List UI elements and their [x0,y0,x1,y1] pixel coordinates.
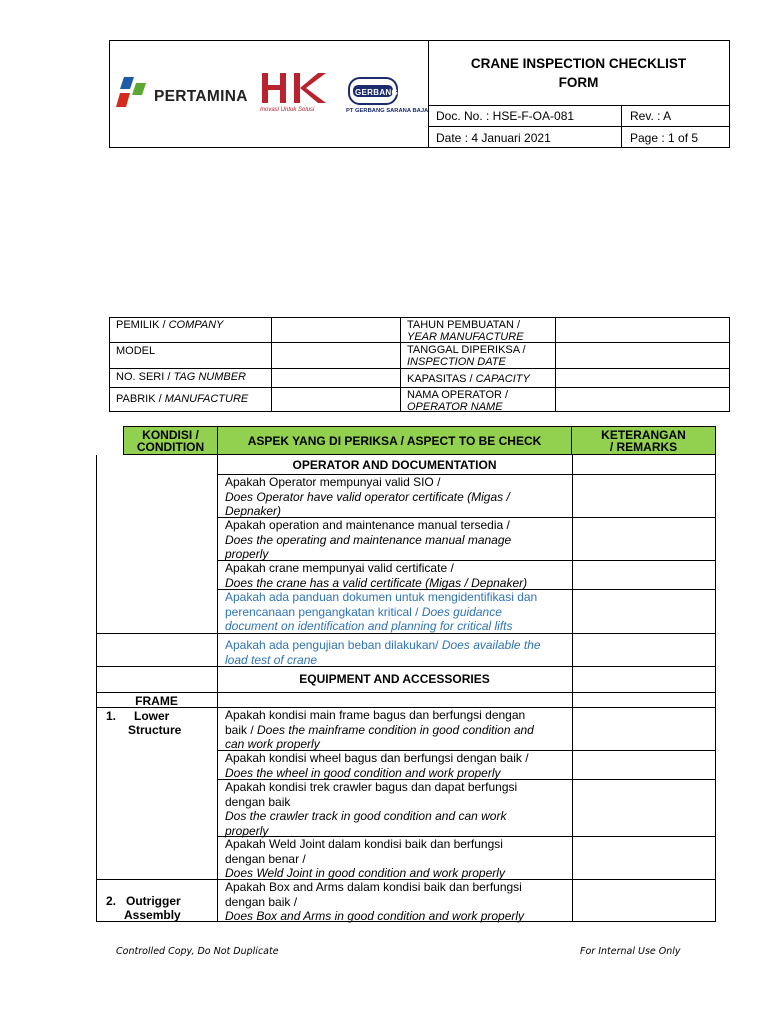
remarks-field[interactable] [573,590,715,633]
section-heading-operator: OPERATOR AND DOCUMENTATION [292,458,497,472]
hk-logo-icon [260,71,332,105]
footer-internal-use: For Internal Use Only [580,946,681,957]
remarks-field[interactable] [573,561,715,589]
remarks-field[interactable] [573,634,715,666]
doc-meta-row [428,127,729,148]
form-title-line1: CRANE INSPECTION CHECKLIST [470,56,687,71]
manufacture-field[interactable] [272,388,401,412]
logo-area [110,41,429,147]
inspection-date-field[interactable] [556,343,729,368]
checklist-item-box-arms: Apakah Box and Arms dalam kondisi baik dan berfungsi dengan baik / Does Box and Arms in good condition and work properly [225,880,525,923]
info-row [110,369,729,388]
company-value-field[interactable] [272,318,401,342]
remarks-field[interactable] [573,837,715,879]
condition-assembly: Assembly [124,908,181,922]
remarks-field[interactable] [573,780,715,836]
pertamina-wordmark: PERTAMINA [154,88,248,105]
checklist-item-sio: Apakah Operator mempunyai valid SIO / Does Operator have valid operator certificate (Migas / Depnaker) [225,475,510,518]
tag-number-field[interactable] [272,369,401,387]
equipment-info-table [109,317,730,412]
doc-meta-row [428,105,729,127]
checklist-item-manual: Apakah operation and maintenance manual tersedia / Does the operating and maintenance manual manage properly [225,518,512,561]
info-label: PEMILIK / COMPANY [110,318,272,342]
info-row [110,318,729,343]
grid-line [217,455,218,922]
checklist-item-weld-joint: Apakah Weld Joint dalam kondisi baik dan berfungsi dengan benar / Does Weld Joint in good condition and work properly [225,837,505,880]
condition-number: 2. [106,894,117,908]
inspection-checklist-table [96,426,716,926]
remarks-field[interactable] [573,880,715,921]
info-row [110,388,729,412]
condition-outrigger: Outrigger [126,894,181,908]
info-label: MODEL [110,343,272,368]
checklist-item-certificate: Apakah crane mempunyai valid certificate / Does the crane has a valid certificate (Migas / Depnaker) [225,561,528,590]
condition-number: 1. [106,709,117,723]
checklist-item-wheel: Apakah kondisi wheel bagus dan berfungsi dengan baik / Does the wheel in good condition and work properly [225,751,529,780]
checklist-item-load-test: Apakah ada pengujian beban dilakukan/ Does available the load test of crane [225,638,541,667]
form-title-line2: FORM [558,75,599,90]
model-value-field[interactable] [272,343,401,368]
hk-tagline: Inovasi Untuk Solusi [260,107,315,113]
info-label: TAHUN PEMBUATAN / YEAR MANUFACTURE [401,318,556,342]
year-manufacture-field[interactable] [556,318,729,342]
capacity-field[interactable] [556,369,729,387]
info-label: TANGGAL DIPERIKSA / INSPECTION DATE [401,343,556,368]
remarks-field[interactable] [573,708,715,750]
gerbang-wordmark: GERBANG [355,88,398,97]
remarks-field[interactable] [573,751,715,779]
condition-lower: Lower [134,709,170,723]
page-number: Page : 1 of 5 [630,131,699,145]
footer-controlled-copy: Controlled Copy, Do Not Duplicate [116,946,279,957]
checklist-item-main-frame: Apakah kondisi main frame bagus dan berfungsi dengan baik / Does the mainframe condition in good condition and can work properly [225,708,534,751]
condition-structure: Structure [128,723,182,737]
checklist-item-crawler-track: Apakah kondisi trek crawler bagus dan dapat berfungsi dengan baik Dos the crawler track in good condition and can work properly [225,780,518,838]
operator-name-field[interactable] [556,388,729,412]
doc-number: Doc. No. : HSE-F-OA-081 [428,105,622,126]
pertamina-logo-icon [116,75,150,111]
info-label: KAPASITAS / CAPACITY [401,369,556,387]
revision: Rev. : A [630,109,672,123]
column-header-condition: KONDISI / CONDITION [123,426,218,455]
grid-line [715,455,716,922]
info-label: NAMA OPERATOR / OPERATOR NAME [401,388,556,412]
grid-line [96,455,97,922]
gerbang-company-name: PT GERBANG SARANA BAJA [346,108,429,114]
remarks-field[interactable] [573,518,715,560]
column-header-aspect: ASPEK YANG DI PERIKSA / ASPECT TO BE CHECK [217,426,572,455]
checklist-item-critical-lift: Apakah ada panduan dokumen untuk mengidentifikasi dan perencanaan pengangkatan kritical / Does guidance document on identification and planning for critical lifts [225,590,538,633]
doc-date: Date : 4 Januari 2021 [428,127,622,148]
info-label: PABRIK / MANUFACTURE [110,388,272,412]
condition-frame: FRAME [135,694,178,708]
document-header [109,40,730,148]
section-heading-equipment: EQUIPMENT AND ACCESSORIES [299,672,490,686]
info-row [110,343,729,369]
info-label: NO. SERI / TAG NUMBER [110,369,272,387]
remarks-field[interactable] [573,475,715,517]
grid-line [96,692,716,693]
column-header-remarks: KETERANGAN / REMARKS [571,426,716,455]
form-title [428,41,729,106]
